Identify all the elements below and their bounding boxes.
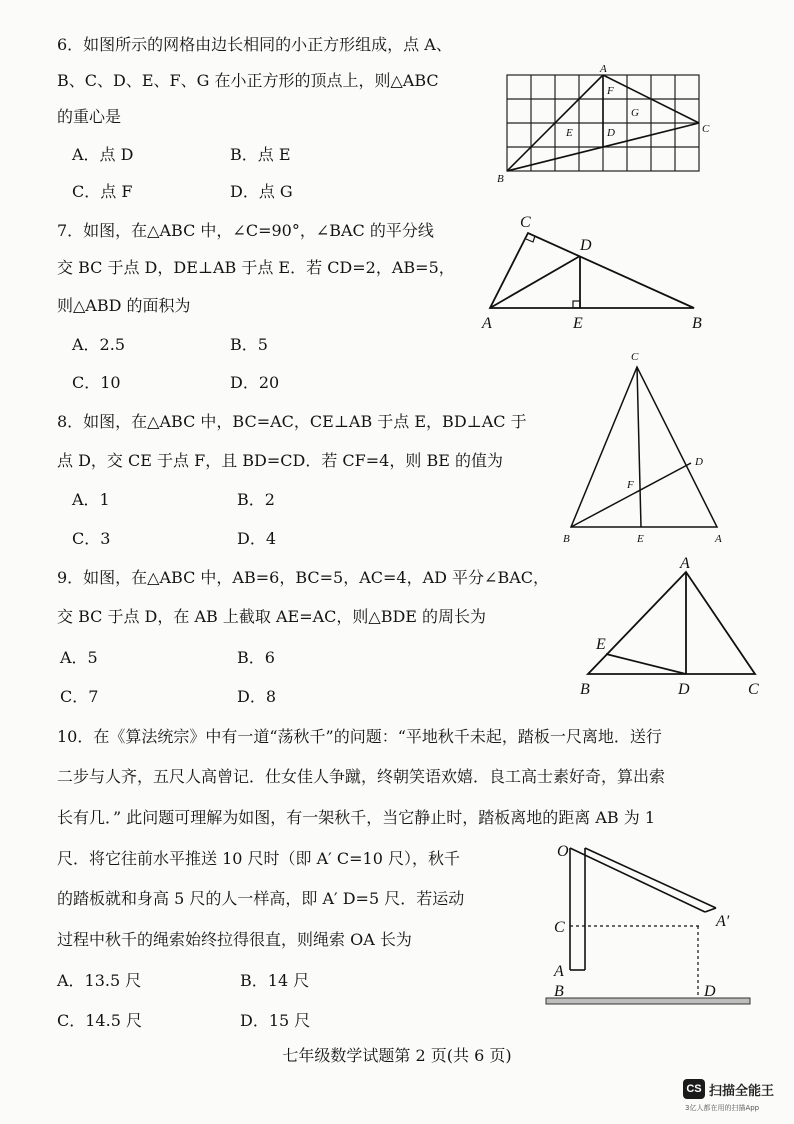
q9-option-b: B．6: [237, 648, 275, 667]
page-footer: 七年级数学试题第 2 页(共 6 页): [282, 1046, 512, 1065]
q9-label-a: A: [680, 555, 690, 572]
q9-label-d: D: [678, 681, 690, 698]
q7-label-d: D: [580, 237, 592, 254]
q9-option-d: D．8: [237, 687, 277, 706]
q8-option-b: B．2: [237, 490, 275, 509]
q8-line-2: 点 D，交 CE 于点 F，且 BD=CD．若 CF=4，则 BE 的值为: [57, 451, 503, 470]
q10-label-a: A: [554, 963, 564, 980]
q7-line-3: 则△ABD 的面积为: [57, 296, 191, 315]
q6-option-d: D．点 G: [230, 182, 293, 201]
q10-line-4: 尺．将它往前水平推送 10 尺时（即 A′ C=10 尺），秋千: [57, 849, 460, 868]
q9-triangle-figure: [570, 552, 770, 700]
q9-label-b: B: [580, 681, 590, 698]
q7-option-d: D．20: [230, 373, 280, 392]
scanner-tagline: 3亿人都在用的扫描App: [685, 1104, 760, 1112]
q10-line-5: 的踏板就和身高 5 尺的人一样高，即 A′ D=5 尺．若运动: [57, 889, 465, 908]
q6-option-b: B．点 E: [230, 145, 291, 164]
q6-label-c: C: [702, 123, 710, 135]
q8-label-b: B: [563, 533, 570, 545]
q8-label-c: C: [631, 351, 639, 363]
q10-label-d: D: [704, 983, 716, 1000]
q10-line-1: 10．在《算法统宗》中有一道“荡秋千”的问题：“平地秋千未起，踏板一尺离地．送行: [57, 727, 662, 746]
q8-label-f: F: [627, 479, 634, 491]
q9-line-2: 交 BC 于点 D，在 AB 上截取 AE=AC，则△BDE 的周长为: [57, 607, 487, 626]
q6-option-c: C．点 F: [72, 182, 133, 201]
q10-option-a: A．13.5 尺: [57, 971, 142, 990]
q8-label-e: E: [637, 533, 644, 545]
q6-label-b: B: [497, 173, 504, 185]
q7-label-c: C: [520, 214, 531, 231]
q7-triangle-figure: [476, 208, 716, 336]
q6-label-a: A: [600, 63, 607, 75]
q7-line-1: 7．如图，在△ABC 中，∠C=90°，∠BAC 的平分线: [57, 221, 434, 240]
q9-label-c: C: [748, 681, 759, 698]
scanner-app-name: 扫描全能王: [709, 1084, 775, 1099]
q10-option-d: D．15 尺: [240, 1011, 311, 1030]
q7-label-e: E: [573, 315, 583, 332]
q8-option-c: C．3: [72, 529, 111, 548]
q6-line-3: 的重心是: [57, 107, 122, 126]
q10-label-a-prime: A′: [716, 913, 730, 930]
q7-label-b: B: [692, 315, 702, 332]
q8-label-a: A: [715, 533, 722, 545]
q7-option-b: B．5: [230, 335, 268, 354]
q6-label-e: E: [566, 127, 573, 139]
q10-label-b: B: [554, 983, 564, 1000]
q6-label-d: D: [607, 127, 615, 139]
q9-option-c: C．7: [60, 687, 99, 706]
q6-line-2: B、C、D、E、F、G 在小正方形的顶点上，则△ABC: [57, 71, 439, 90]
scanner-logo-icon: CS: [683, 1079, 705, 1099]
q10-line-2: 二步与人齐，五尺人高曾记．仕女佳人争蹴，终朝笑语欢嬉．良工高士素好奇，算出索: [57, 767, 666, 786]
q7-line-2: 交 BC 于点 D，DE⊥AB 于点 E．若 CD=2，AB=5，: [57, 258, 455, 277]
q10-option-c: C．14.5 尺: [57, 1011, 142, 1030]
q6-grid-figure: [490, 58, 720, 188]
ground-strip: [546, 998, 750, 1004]
q6-option-a: A．点 D: [72, 145, 134, 164]
q10-label-o: O: [557, 843, 569, 860]
q10-line-6: 过程中秋千的绳索始终拉得很直，则绳索 OA 长为: [57, 930, 412, 949]
q6-line-1: 6．如图所示的网格由边长相同的小正方形组成，点 A、: [57, 35, 452, 54]
q8-line-1: 8．如图，在△ABC 中，BC=AC，CE⊥AB 于点 E，BD⊥AC 于: [57, 412, 527, 431]
q8-triangle-figure: [555, 345, 735, 545]
q10-line-3: 长有几．” 此问题可理解为如图，有一架秋千，当它静止时，踏板离地的距离 AB 为 1: [57, 808, 656, 827]
q9-option-a: A．5: [60, 648, 98, 667]
q8-option-a: A．1: [72, 490, 110, 509]
q10-label-c: C: [554, 919, 565, 936]
q6-label-g: G: [631, 107, 639, 119]
q10-option-b: B．14 尺: [240, 971, 310, 990]
q10-swing-figure: [540, 834, 760, 1014]
q7-option-a: A．2.5: [72, 335, 126, 354]
q6-label-f: F: [607, 85, 614, 97]
q8-label-d: D: [695, 456, 703, 468]
q7-option-c: C．10: [72, 373, 121, 392]
q8-option-d: D．4: [237, 529, 277, 548]
q9-label-e: E: [596, 636, 606, 653]
q9-line-1: 9．如图，在△ABC 中，AB=6，BC=5，AC=4，AD 平分∠BAC，: [57, 568, 550, 587]
scanner-watermark: [683, 1079, 793, 1119]
q7-label-a: A: [482, 315, 492, 332]
